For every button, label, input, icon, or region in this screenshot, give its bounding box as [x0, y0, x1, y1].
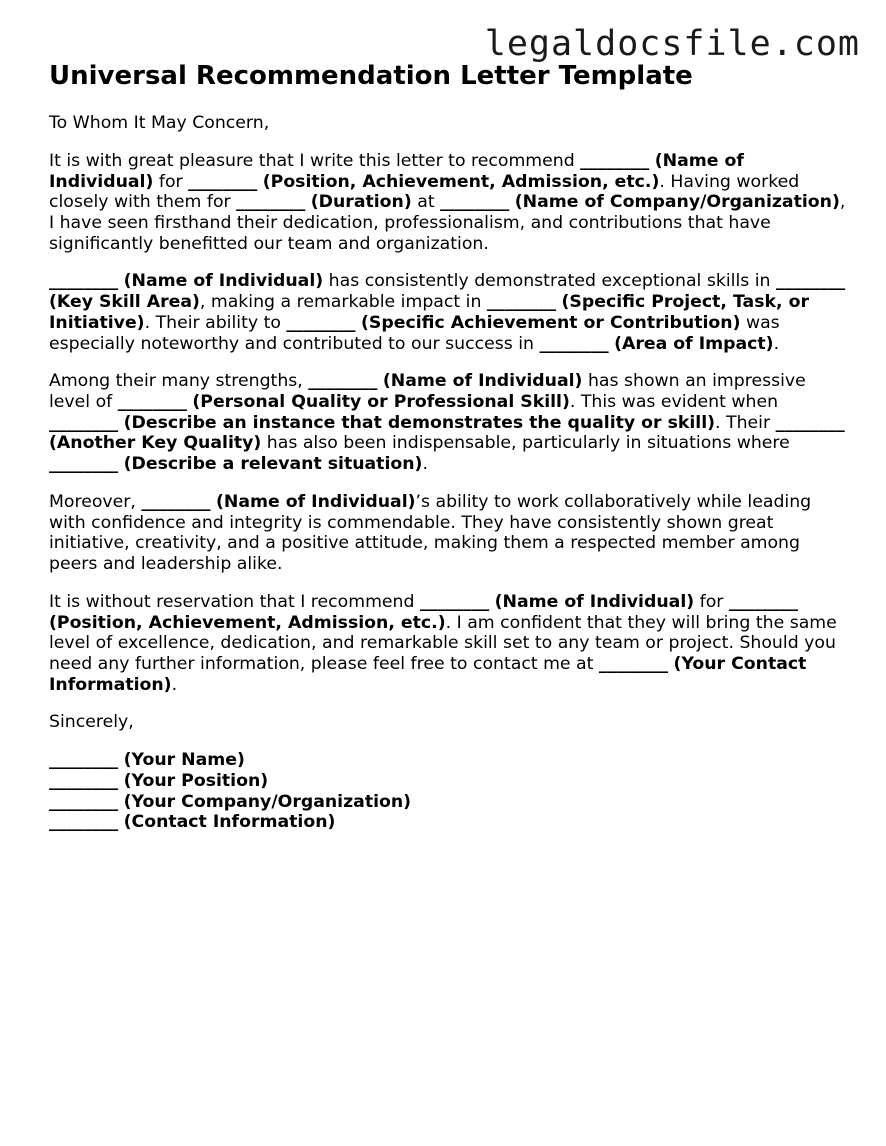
text-run: . Their ability to [144, 312, 287, 333]
blank-field: ________ [49, 750, 119, 771]
closing: Sincerely, [49, 712, 134, 733]
field-hint: (Position, Achievement, Admission, etc.) [49, 612, 446, 633]
paragraph-collaboration [49, 492, 849, 575]
field-hint: (Key Skill Area) [49, 292, 200, 313]
text-run: . Their [715, 412, 776, 433]
signature-company-line [49, 792, 849, 813]
text-run: . Having worked closely with them for [49, 171, 800, 213]
signature-position-line [49, 771, 849, 792]
blank-field: ________ [236, 192, 306, 213]
paragraph-skills [49, 271, 849, 354]
blank-field: ________ [539, 333, 609, 354]
blank-field: ________ [598, 653, 669, 674]
blank-field: ________ [49, 812, 119, 833]
paragraph-conclusion [49, 592, 849, 696]
page-title: Universal Recommendation Letter Template [49, 61, 693, 91]
text-run: for [694, 591, 729, 612]
blank-field: ________ [728, 591, 799, 612]
field-hint: (Describe a relevant situation) [123, 454, 423, 475]
signature-contact-line [49, 812, 849, 833]
field-hint: (Name of Company/Organization) [514, 192, 840, 213]
blank-field: ________ [486, 292, 557, 313]
text-run: has shown an impressive level of [49, 371, 806, 413]
text-run: , making a remarkable impact in [199, 292, 487, 313]
field-hint: (Contact Information) [123, 812, 336, 833]
blank-field: ________ [188, 171, 258, 192]
signature-block [49, 750, 849, 833]
text-run: has consistently demonstrated exceptional skills in [323, 271, 777, 292]
blank-field: ________ [308, 371, 378, 392]
site-watermark: legaldocsfile.com [484, 24, 860, 64]
field-hint: (Your Position) [123, 770, 269, 791]
field-hint: (Describe an instance that demonstrates the quality or skill) [123, 412, 716, 433]
field-hint: (Your Company/Organization) [123, 791, 412, 812]
text-run: . [171, 674, 178, 695]
blank-field: ________ [776, 271, 846, 292]
text-run: has also been indispensable, particularly in situations where [261, 433, 790, 454]
text-run: was especially noteworthy and contributed to our success in [49, 312, 780, 354]
blank-field: ________ [286, 312, 356, 333]
field-hint: (Name of Individual) [216, 491, 416, 512]
blank-field: ________ [775, 412, 845, 433]
text-run: . [773, 333, 780, 354]
text-run: It is without reservation that I recommend [49, 591, 420, 612]
text-run: Moreover, [49, 491, 142, 512]
blank-field: ________ [49, 412, 119, 433]
blank-field: ________ [49, 271, 119, 292]
field-hint: (Name of Individual) [382, 371, 583, 392]
field-hint: (Personal Quality or Professional Skill) [192, 392, 570, 413]
field-hint: (Your Name) [123, 750, 245, 771]
field-hint: (Name of Individual) [494, 591, 695, 612]
field-hint: (Specific Project, Task, or Initiative) [49, 292, 809, 333]
field-hint: (Name of Individual) [49, 150, 744, 192]
blank-field: ________ [440, 192, 510, 213]
text-run: ’s ability to work collaboratively while leading with confidence and integrity is commendable. They have consistently shown great initiative, creativity, and a positive attitude, making them a respected member among peers and leadership alike. [49, 491, 812, 575]
salutation: To Whom It May Concern, [49, 113, 270, 133]
field-hint: (Position, Achievement, Admission, etc.) [262, 171, 660, 192]
paragraph-introduction [49, 151, 849, 255]
blank-field: ________ [49, 791, 119, 812]
blank-field: ________ [49, 770, 119, 791]
text-run: It is with great pleasure that I write this letter to recommend [49, 150, 581, 171]
text-run: Among their many strengths, [49, 371, 309, 392]
paragraph-strengths [49, 371, 849, 475]
field-hint: (Name of Individual) [123, 271, 324, 292]
text-run: at [411, 192, 441, 213]
field-hint: (Area of Impact) [614, 333, 774, 354]
blank-field: ________ [419, 591, 490, 612]
blank-field: ________ [580, 150, 650, 171]
blank-field: ________ [49, 454, 119, 475]
letter-body [49, 113, 849, 833]
text-run: . I am confident that they will bring the same level of excellence, dedication, and remarkable skill set to any team or project. Should you need any further information, please feel free to contact me at [49, 612, 837, 674]
text-run: , I have seen firsthand their dedication, professionalism, and contributions that have significantly benefitted our team and organization. [49, 192, 846, 254]
signature-name-line [49, 750, 849, 771]
blank-field: ________ [141, 491, 211, 512]
field-hint: (Another Key Quality) [49, 433, 262, 454]
field-hint: (Duration) [310, 192, 412, 213]
text-run: for [153, 171, 189, 192]
field-hint: (Your Contact Information) [49, 653, 807, 695]
field-hint: (Specific Achievement or Contribution) [361, 312, 741, 333]
text-run: . This was evident when [569, 392, 779, 413]
text-run: . [422, 454, 428, 475]
blank-field: ________ [117, 392, 187, 413]
